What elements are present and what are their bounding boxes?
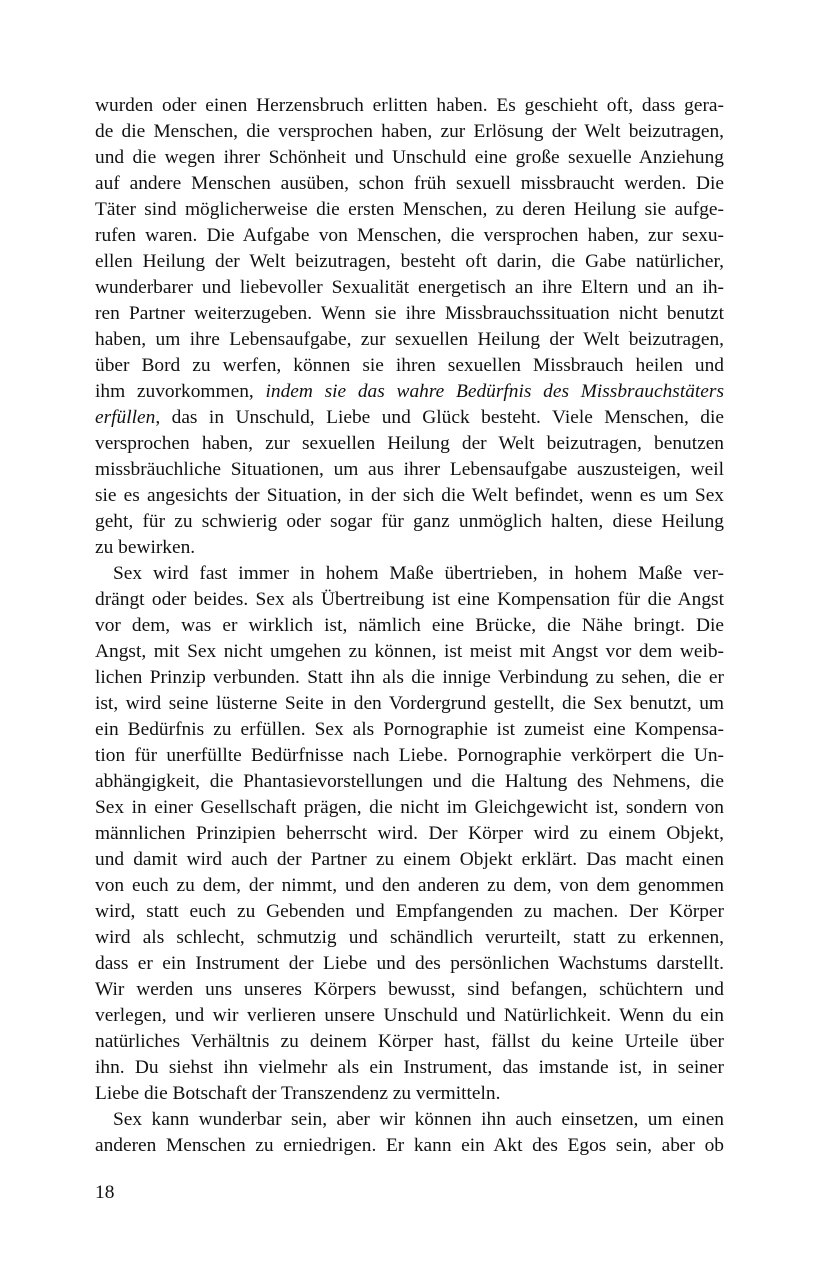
text-run: haben, um ihre Lebensaufgabe, zur sexuellen Heilung der Welt beizutragen, [95,329,724,350]
text-line [95,405,724,431]
text-run: de die Menschen, die versprochen haben, zur Erlösung der Welt beizutragen, [95,121,724,142]
text-run: Sex kann wunderbar sein, aber wir können ihn auch einsetzen, um einen [113,1109,724,1130]
text-line [95,223,724,249]
text-line [95,977,724,1003]
paragraph [95,93,724,561]
text-run: geht, für zu schwierig oder sogar für ganz unmöglich halten, diese Heilung [95,511,724,532]
text-line [95,1081,724,1107]
text-line [95,353,724,379]
text-line [95,795,724,821]
text-run: verlegen, und wir verlieren unsere Unschuld und Natürlichkeit. Wenn du ein [95,1005,724,1026]
text-run: Sex in einer Gesellschaft prägen, die nicht im Gleichgewicht ist, sondern von [95,797,724,818]
text-run: lichen Prinzip verbunden. Statt ihn als die innige Verbindung zu sehen, die er [95,667,724,688]
text-run: rufen waren. Die Aufgabe von Menschen, die versprochen haben, zur sexu- [95,225,724,246]
text-run: ein Bedürfnis zu erfüllen. Sex als Pornographie ist zumeist eine Kompensa- [95,719,724,740]
text-line [95,275,724,301]
text-line [95,899,724,925]
text-run: drängt oder beides. Sex als Übertreibung ist eine Kompensation für die Angst [95,589,724,610]
text-line [95,483,724,509]
text-line [95,847,724,873]
text-run: männlichen Prinzipien beherrscht wird. Der Körper wird zu einem Objekt, [95,823,724,844]
text-run: wird, statt euch zu Gebenden und Empfangenden zu machen. Der Körper [95,901,724,922]
text-line [95,821,724,847]
paragraph [95,561,724,1107]
text-run: ren Partner weiterzugeben. Wenn sie ihre Missbrauchssituation nicht benutzt [95,303,724,324]
italic-text: indem sie das wahre Bedürfnis des Missbrauchstäters [265,381,724,402]
text-run: , das in Unschuld, Liebe und Glück besteht. Viele Menschen, die [155,407,724,428]
text-run: Angst, mit Sex nicht umgehen zu können, ist meist mit Angst vor dem weib- [95,641,724,662]
text-line [95,457,724,483]
text-run: Täter sind möglicherweise die ersten Menschen, zu deren Heilung sie aufge- [95,199,724,220]
page-number: 18 [95,1182,115,1203]
text-line [95,743,724,769]
text-line [95,509,724,535]
text-line [95,197,724,223]
text-run: zu bewirken. [95,537,196,558]
text-run: anderen Menschen zu erniedrigen. Er kann ein Akt des Egos sein, aber ob [95,1135,724,1156]
text-run: und damit wird auch der Partner zu einem Objekt erklärt. Das macht einen [95,849,724,870]
text-run: Wir werden uns unseres Körpers bewusst, sind befangen, schüchtern und [95,979,724,1000]
text-run: sie es angesichts der Situation, in der sich die Welt befindet, wenn es um Sex [95,485,724,506]
text-line [95,535,724,561]
text-line [95,925,724,951]
text-line [95,1055,724,1081]
text-line [95,93,724,119]
text-run: wird als schlecht, schmutzig und schändlich verurteilt, statt zu erkennen, [95,927,724,948]
text-run: Liebe die Botschaft der Transzendenz zu vermitteln. [95,1083,501,1104]
text-run: missbräuchliche Situationen, um aus ihrer Lebensaufgabe auszusteigen, weil [95,459,724,480]
text-line [95,119,724,145]
text-line [95,613,724,639]
text-line [95,873,724,899]
text-run: Sex wird fast immer in hohem Maße übertrieben, in hohem Maße ver- [113,563,724,584]
text-run: über Bord zu werfen, können sie ihren sexuellen Missbrauch heilen und [95,355,724,376]
text-line [95,639,724,665]
text-line [95,249,724,275]
paragraph [95,1107,724,1159]
text-line [95,717,724,743]
text-run: und die wegen ihrer Schönheit und Unschuld eine große sexuelle Anziehung [95,147,724,168]
text-run: tion für unerfüllte Bedürfnisse nach Liebe. Pornographie verkörpert die Un- [95,745,724,766]
text-run: auf andere Menschen ausüben, schon früh sexuell missbraucht werden. Die [95,173,724,194]
text-run: ist, wird seine lüsterne Seite in den Vordergrund gestellt, die Sex benutzt, um [95,693,724,714]
text-line [95,1133,724,1159]
text-line [95,327,724,353]
text-line [95,145,724,171]
text-line [95,769,724,795]
text-run: von euch zu dem, der nimmt, und den anderen zu dem, von dem genommen [95,875,724,896]
text-run: vor dem, was er wirklich ist, nämlich eine Brücke, die Nähe bringt. Die [95,615,724,636]
text-run: versprochen haben, zur sexuellen Heilung der Welt beizutragen, benutzen [95,433,724,454]
text-line [95,665,724,691]
text-line [95,301,724,327]
text-line [95,431,724,457]
text-run: ellen Heilung der Welt beizutragen, besteht oft darin, die Gabe natürlicher, [95,251,724,272]
text-line [95,379,724,405]
text-run: wunderbarer und liebevoller Sexualität energetisch an ihre Eltern und an ih- [95,277,724,298]
text-line [95,1003,724,1029]
text-line [95,1029,724,1055]
text-run: dass er ein Instrument der Liebe und des persönlichen Wachstums darstellt. [95,953,724,974]
text-run: wurden oder einen Herzensbruch erlitten haben. Es geschieht oft, dass gera- [95,95,724,116]
text-run: abhängigkeit, die Phantasievorstellungen und die Haltung des Nehmens, die [95,771,724,792]
text-line [95,587,724,613]
italic-text: erfüllen [95,407,156,428]
text-run: natürliches Verhältnis zu deinem Körper hast, fällst du keine Urteile über [95,1031,724,1052]
text-line [95,1107,724,1133]
text-line [95,951,724,977]
text-run: ihn. Du siehst ihn vielmehr als ein Instrument, das imstande ist, in seiner [95,1057,724,1078]
text-line [95,171,724,197]
text-line [95,561,724,587]
text-run: ihm zuvorkommen, [95,381,266,402]
text-line [95,691,724,717]
page-body [95,93,724,1159]
